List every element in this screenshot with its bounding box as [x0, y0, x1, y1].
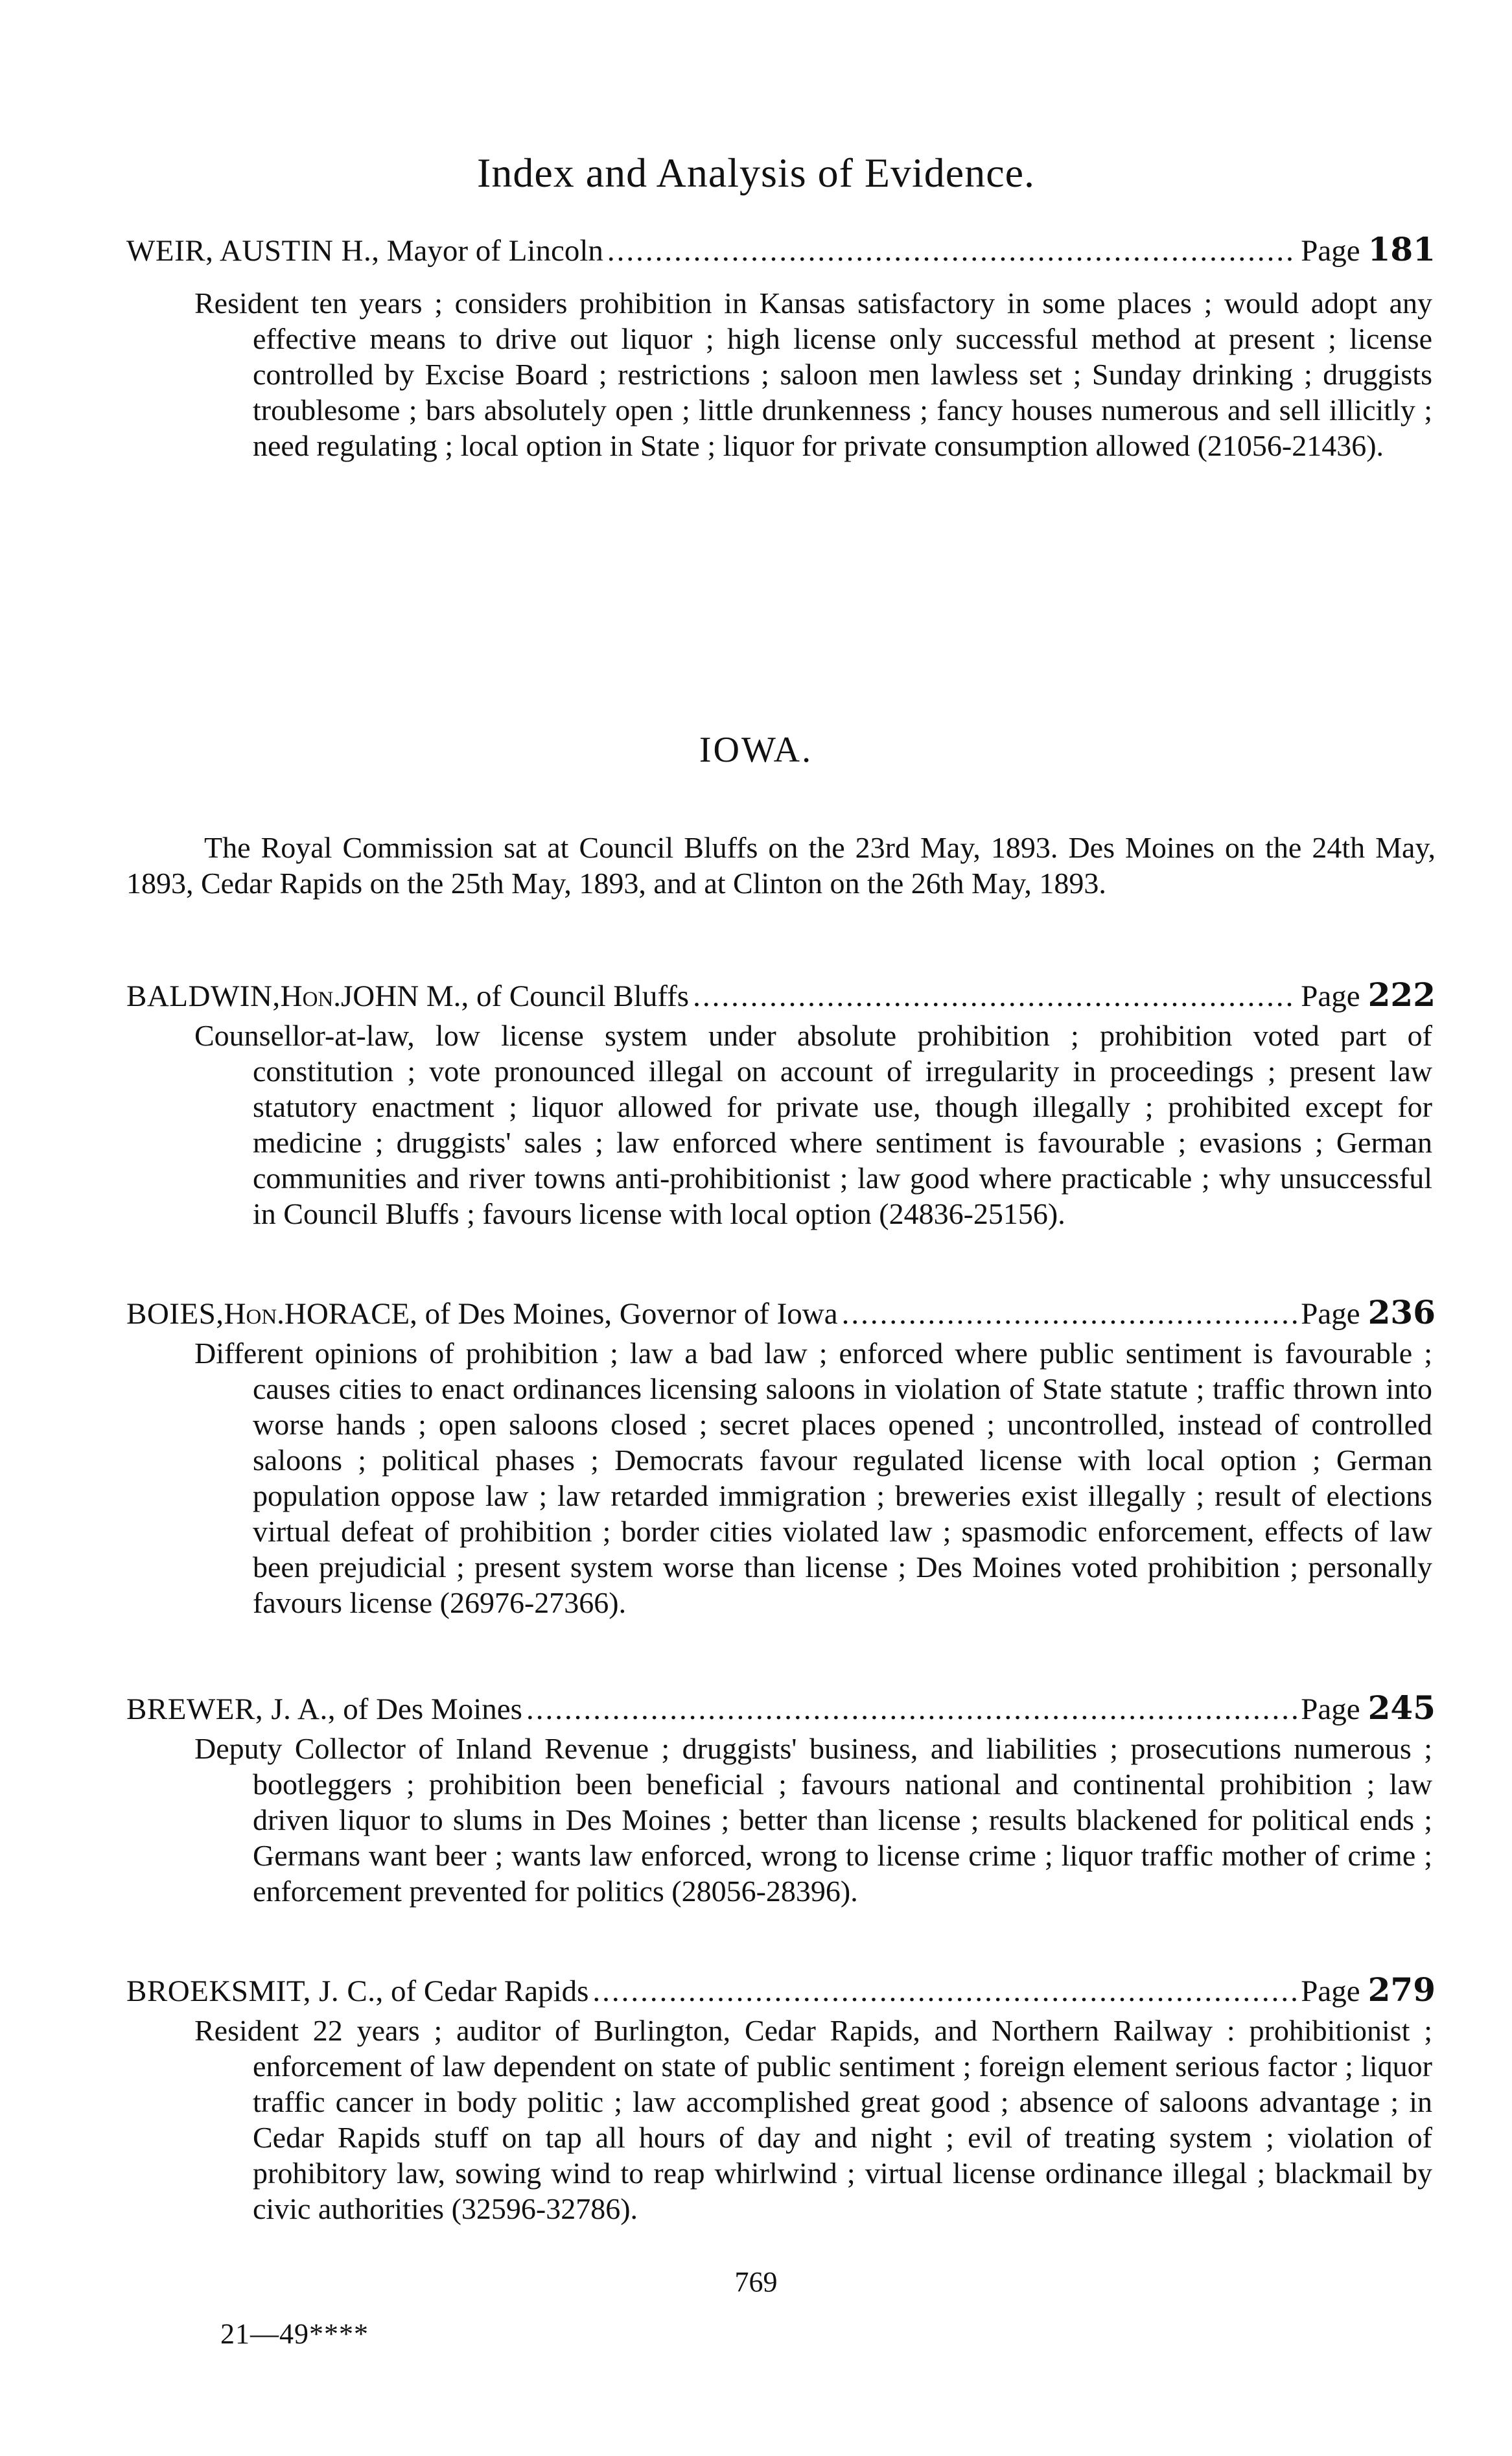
- witness-name: BREWER, J. A.: [126, 1692, 328, 1726]
- page-title: Index and Analysis of Evidence.: [477, 150, 1035, 196]
- page-number: 181: [1367, 230, 1436, 268]
- witness-name: BOIES,: [126, 1297, 224, 1331]
- entry-summary-weir: Resident ten years ; considers prohibition in Kansas satisfactory in some places ; would adopt any effective means to drive out liquor ; high license only successful method at present ; license controlled by Excise Board ; restrictions ; saloon men lawless set ; Sunday drinking ; druggists troublesome ; bars absolutely open ; little drunkenness ; fancy houses numerous and sell illicitly ; need regulating ; local option in State ; liquor for private consumption allowed (21056-21436).: [194, 287, 1432, 462]
- witness-name: BROEKSMIT, J. C.: [126, 1974, 376, 2008]
- entry-heading-baldwin: [126, 976, 1436, 1014]
- page-number: 245: [1367, 1689, 1436, 1727]
- page-number: 222: [1367, 976, 1436, 1014]
- witness-detail: , of Council Bluffs: [461, 979, 690, 1013]
- page-folio: 769: [734, 2266, 778, 2298]
- page-label: Page: [1301, 979, 1360, 1013]
- dot-leader: [842, 1296, 1297, 1331]
- witness-name-rest: HORACE: [284, 1297, 410, 1331]
- page-label: Page: [1301, 1974, 1360, 2008]
- page-label: Page: [1301, 1692, 1360, 1726]
- witness-detail: , Mayor of Lincoln: [371, 234, 603, 268]
- witness-name: WEIR, AUSTIN H.: [126, 234, 372, 268]
- dot-leader: [693, 979, 1297, 1014]
- page-label: Page: [1301, 1297, 1360, 1331]
- entry-summary-brewer: Deputy Collector of Inland Revenue ; druggists' business, and liabilities ; prosecutions numerous ; bootleggers ; prohibition been beneficial ; favours national and continental prohibition ; law driven liquor to slums in Des Moines ; better than license ; results blackened for political ends ; Germans want beer ; wants law enforced, wrong to license crime ; liquor traffic mother of crime ; enforcement prevented for politics (28056-28396).: [194, 1732, 1432, 1908]
- entry-heading-boies: [126, 1293, 1436, 1331]
- witness-detail: , of Cedar Rapids: [375, 1974, 589, 2008]
- printer-signature: 21—49****: [220, 2318, 369, 2350]
- witness-honorific: Hon.: [224, 1297, 285, 1331]
- section-intro: The Royal Commission sat at Council Bluffs on the 23rd May, 1893. Des Moines on the 24th May, 1893, Cedar Rapids on the 25th May, 1893, and at Clinton on the 26th May, 1893.: [126, 831, 1436, 900]
- entry-heading-weir: [126, 230, 1436, 268]
- entry-summary-boies: Different opinions of prohibition ; law a bad law ; enforced where public sentiment is favourable ; causes cities to enact ordinances licensing saloons in violation of State statute ; traffic thrown into worse hands ; open saloons closed ; secret places opened ; uncontrolled, instead of controlled saloons ; political phases ; Democrats favour regulated license with local option ; German population oppose law ; law retarded immigration ; breweries exist illegally ; result of elections virtual defeat of prohibition ; border cities violated law ; spasmodic enforcement, effects of law been prejudicial ; present system worse than license ; Des Moines voted prohibition ; personally favours license (26976-27366).: [194, 1337, 1432, 1619]
- entry-summary-broeksmit: Resident 22 years ; auditor of Burlington, Cedar Rapids, and Northern Railway : prohibitionist ; enforcement of law dependent on state of public sentiment ; foreign element serious factor ; liquor traffic cancer in body politic ; law accomplished great good ; absence of saloons advantage ; in Cedar Rapids stuff on tap all hours of day and night ; evil of treating system ; violation of prohibitory law, sowing wind to reap whirlwind ; virtual license ordinance illegal ; blackmail by civic authorities (32596-32786).: [194, 2014, 1432, 2225]
- entry-heading-brewer: [126, 1689, 1436, 1727]
- dot-leader: [526, 1692, 1297, 1727]
- witness-detail: , of Des Moines: [327, 1692, 522, 1726]
- dot-leader: [592, 1974, 1297, 2009]
- page-number: 236: [1367, 1293, 1436, 1331]
- entry-summary-baldwin: Counsellor-at-law, low license system under absolute prohibition ; prohibition voted part of constitution ; vote pronounced illegal on account of irregularity in proceedings ; present law statutory enactment ; liquor allowed for private use, though illegally ; prohibited except for medicine ; druggists' sales ; law enforced where sentiment is favourable ; evasions ; German communities and river towns anti-prohibitionist ; law good where practicable ; why unsuccessful in Council Bluffs ; favours license with local option (24836-25156).: [194, 1019, 1432, 1230]
- witness-name-rest: JOHN M.: [341, 979, 461, 1013]
- entry-heading-broeksmit: [126, 1971, 1436, 2009]
- page-number: 279: [1367, 1971, 1436, 2009]
- section-heading: IOWA.: [699, 730, 813, 770]
- witness-detail: , of Des Moines, Governor of Iowa: [410, 1297, 838, 1331]
- dot-leader: [607, 233, 1297, 268]
- page-label: Page: [1301, 234, 1360, 268]
- witness-name: BALDWIN,: [126, 979, 281, 1013]
- witness-honorific: Hon.: [280, 979, 342, 1013]
